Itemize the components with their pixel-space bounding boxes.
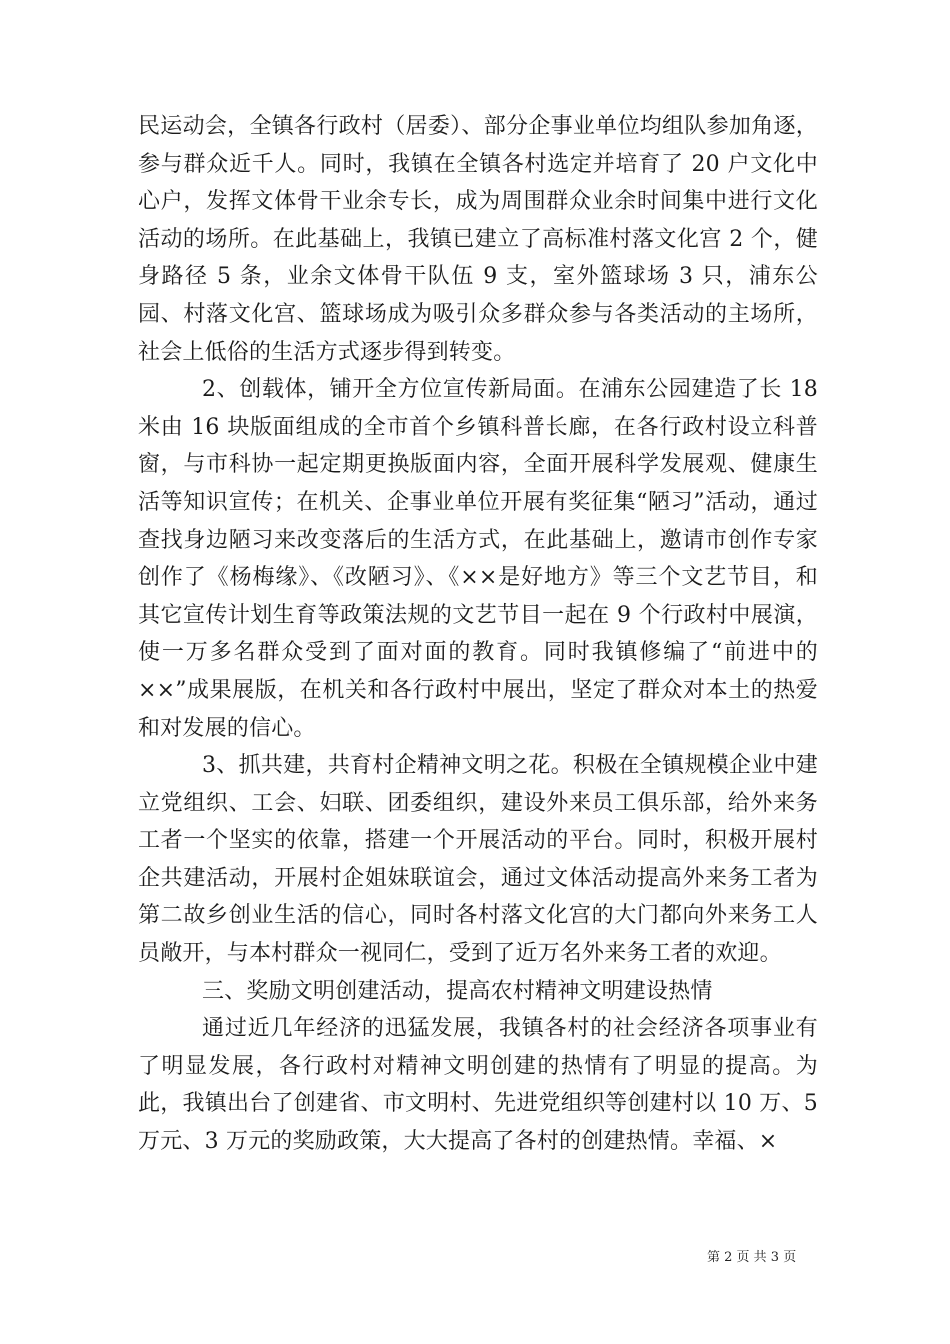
paragraph-item-3: 3、抓共建，共育村企精神文明之花。积极在全镇规模企业中建立党组织、工会、妇联、团委组织，建设外来员工俱乐部，给外来务工者一个坚实的依靠，搭建一个开展活动的平台。同时，积极开展村企共建活动，开展村企姐妹联谊会，通过文体活动提高外来务工者为第二故乡创业生活的信心，同时各村落文化宫的大门都向外来务工人员敞开，与本村群众一视同仁，受到了近万名外来务工者的欢迎。 — [138, 753, 818, 967]
paragraph-item-2: 2、创载体，铺开全方位宣传新局面。在浦东公园建造了长 18 米由 16 块版面组成的全市首个乡镇科普长廊，在各行政村设立科普窗，与市科协一起定期更换版面内容，全面开展科学发展观、健康生活等知识宣传；在机关、企事业单位开展有奖征集“陋习”活动，通过查找身边陋习来改变落后的生活方式，在此基础上，邀请市创作专家创作了《杨梅缘》、《改陋习》、《××是好地方》等三个文艺节目，和其它宣传计划生育等政策法规的文艺节目一起在 9 个行政村中展演，使一万多名群众受到了面对面的教育。同时我镇修编了“前进中的××”成果展版，在机关和各行政村中展出，坚定了群众对本土的热爱和对发展的信心。 — [138, 377, 818, 741]
page-number: 第 2 页 共 3 页 — [707, 1250, 797, 1265]
paragraph-section-body: 通过近几年经济的迅猛发展，我镇各村的社会经济各项事业有了明显发展，各行政村对精神文明创建的热情有了明显的提高。为此，我镇出台了创建省、市文明村、先进党组织等创建村以 10 万、5 万元、3 万元的奖励政策，大大提高了各村的创建热情。幸福、× — [138, 1016, 818, 1155]
paragraph-continuation: 民运动会，全镇各行政村（居委）、部分企事业单位均组队参加角逐，参与群众近千人。同时，我镇在全镇各村选定并培育了 20 户文化中心户，发挥文体骨干业余专长，成为周围群众业余时间集中进行文化活动的场所。在此基础上，我镇已建立了高标准村落文化宫 2 个，健身路径 5 条，业余文体骨干队伍 9 支，室外篮球场 3 只，浦东公园、村落文化宫、篮球场成为吸引众多群众参与各类活动的主场所，社会上低俗的生活方式逐步得到转变。 — [138, 114, 818, 365]
section-heading: 三、奖励文明创建活动，提高农村精神文明建设热情 — [202, 978, 713, 1004]
document-body — [138, 108, 818, 1161]
